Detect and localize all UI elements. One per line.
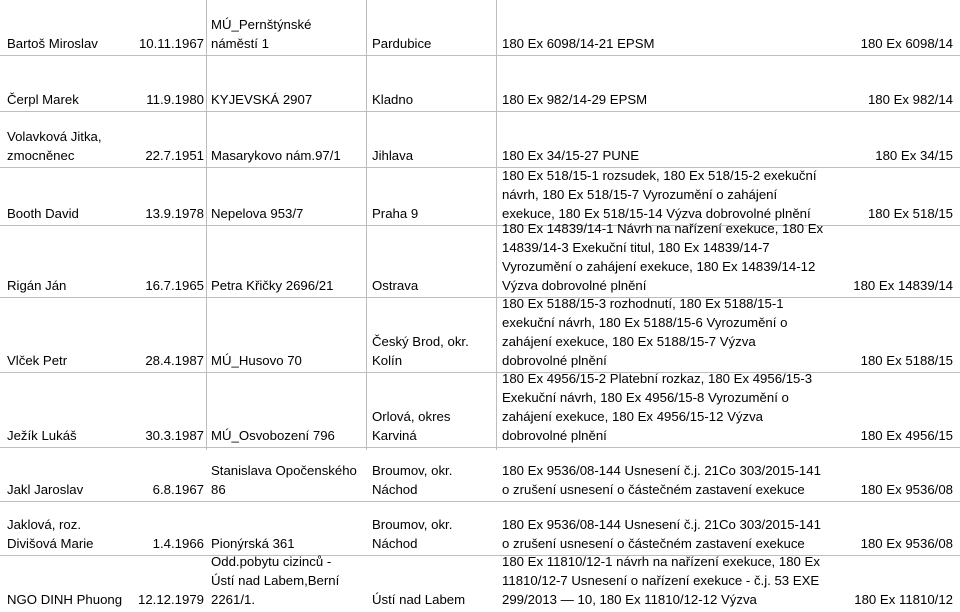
debtor-name: Jaklová, roz. Divišová Marie [7, 517, 94, 551]
address: MÚ_Osvobození 796 [211, 428, 335, 443]
case-number: 180 Ex 4956/15 [860, 428, 953, 443]
table-row [0, 0, 960, 56]
document-description: 180 Ex 982/14-29 EPSM [502, 92, 648, 107]
table-row [0, 448, 960, 502]
case-number: 180 Ex 982/14 [867, 92, 953, 107]
birth-date: 13.9.1978 [145, 206, 204, 221]
debtor-name: Vlček Petr [7, 353, 68, 368]
document-description: 180 Ex 6098/14-21 EPSM [502, 36, 655, 51]
birth-date: 28.4.1987 [145, 353, 204, 368]
case-number: 180 Ex 9536/08 [860, 482, 953, 497]
address: Pionýrská 361 [211, 536, 295, 551]
debtor-name: Booth David [7, 206, 79, 221]
debtor-name: Volavková Jitka, zmocněnec [7, 129, 102, 163]
address: Odd.pobytu cizinců - Ústí nad Labem,Berní 2261/1. [211, 554, 340, 607]
table-row [0, 298, 960, 373]
address: Nepelova 953/7 [211, 206, 304, 221]
case-number: 180 Ex 14839/14 [853, 278, 953, 293]
document-description: 180 Ex 518/15-1 rozsudek, 180 Ex 518/15-2 exekuční návrh, 180 Ex 518/15-7 Vyrozumění o zahájení exekuce, 180 Ex 518/15-14 Výzva dobrovolné plnění [502, 168, 817, 221]
document-description: 180 Ex 9536/08-144 Usnesení č.j. 21Co 303/2015-141 o zrušení usnesení o částečném zastavení exekuce [502, 463, 821, 497]
document-description: 180 Ex 4956/15-2 Platební rozkaz, 180 Ex 4956/15-3 Exekuční návrh, 180 Ex 4956/15-8 Vyrozumění o zahájení exekuce, 180 Ex 4956/15-12 Výzva dobrovolné plnění [502, 371, 813, 443]
address: MÚ_Pernštýnské náměstí 1 [211, 17, 312, 51]
debtor-name: Čerpl Marek [7, 92, 79, 107]
table-row [0, 56, 960, 112]
address: Petra Křičky 2696/21 [211, 278, 334, 293]
birth-date: 10.11.1967 [138, 36, 204, 51]
debtor-name: Jakl Jaroslav [7, 482, 84, 497]
city: Kladno [372, 92, 414, 107]
address: MÚ_Husovo 70 [211, 353, 302, 368]
table-row [0, 502, 960, 556]
city: Ústí nad Labem [372, 592, 466, 607]
birth-date: 6.8.1967 [152, 482, 204, 497]
birth-date: 22.7.1951 [145, 148, 204, 163]
city: Praha 9 [372, 206, 419, 221]
document-description: 180 Ex 34/15-27 PUNE [502, 148, 640, 163]
city: Český Brod, okr. Kolín [372, 334, 469, 368]
birth-date: 30.3.1987 [145, 428, 204, 443]
city: Orlová, okres Karviná [372, 409, 451, 443]
debtor-name: NGO DINH Phuong [7, 592, 123, 607]
city: Broumov, okr. Náchod [372, 463, 453, 497]
birth-date: 16.7.1965 [145, 278, 204, 293]
case-number: 180 Ex 34/15 [875, 148, 953, 163]
debtor-name: Rigán Ján [7, 278, 67, 293]
address: Masarykovo nám.97/1 [211, 148, 341, 163]
case-number: 180 Ex 9536/08 [860, 536, 953, 551]
table-row [0, 168, 960, 226]
case-number: 180 Ex 5188/15 [860, 353, 953, 368]
case-number: 180 Ex 518/15 [867, 206, 953, 221]
city: Broumov, okr. Náchod [372, 517, 453, 551]
table-row [0, 221, 960, 298]
birth-date: 1.4.1966 [152, 536, 204, 551]
birth-date: 11.9.1980 [146, 92, 204, 107]
document-description: 180 Ex 11810/12-1 návrh na nařízení exekuce, 180 Ex 11810/12-7 Usnesení o nařízení exekuce - č.j. 53 EXE 299/2013 — 10, 180 Ex 11810/12-12 Výzva [502, 554, 820, 607]
address: KYJEVSKÁ 2907 [211, 92, 313, 107]
address: Stanislava Opočenského 86 [211, 463, 357, 497]
city: Jihlava [372, 148, 414, 163]
debtor-name: Bartoš Miroslav [7, 36, 98, 51]
city: Ostrava [372, 278, 419, 293]
case-number: 180 Ex 11810/12 [854, 592, 953, 607]
document-description: 180 Ex 5188/15-3 rozhodnutí, 180 Ex 5188/15-1 exekuční návrh, 180 Ex 5188/15-6 Vyrozumění o zahájení exekuce, 180 Ex 5188/15-7 Výzva dobrovolné plnění [502, 296, 788, 368]
city: Pardubice [372, 36, 432, 51]
table-row [0, 112, 960, 168]
document-description: 180 Ex 9536/08-144 Usnesení č.j. 21Co 303/2015-141 o zrušení usnesení o částečném zastavení exekuce [502, 517, 821, 551]
debtor-name: Ježík Lukáš [7, 428, 77, 443]
document-description: 180 Ex 14839/14-1 Návrh na nařízení exekuce, 180 Ex 14839/14-3 Exekuční titul, 180 Ex 14839/14-7 Vyrozumění o zahájení exekuce, 180 Ex 14839/14-12 Výzva dobrovolné plnění [502, 221, 824, 293]
table-row [0, 373, 960, 448]
case-number: 180 Ex 6098/14 [860, 36, 953, 51]
birth-date: 12.12.1979 [137, 592, 204, 607]
table-row [0, 556, 960, 611]
